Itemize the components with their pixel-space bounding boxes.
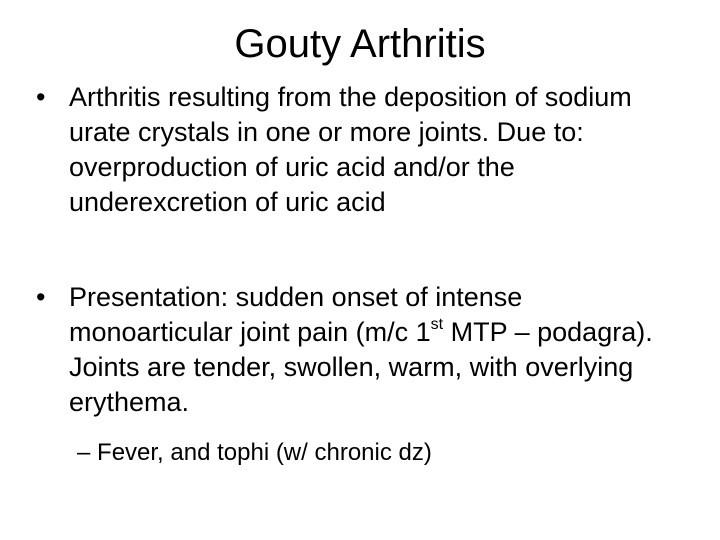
ordinal-superscript: st xyxy=(430,316,444,333)
bullet-text-part: Presentation: sudden onset of intense monoarticular joint pain (m/c 1 xyxy=(69,282,523,347)
bullet-marker: • xyxy=(36,82,46,112)
sub-bullet-item xyxy=(77,438,677,468)
bullet-text: Arthritis resulting from the deposition of sodium urate crystals in one or more joints. Due to: overproduction of uric acid and/or the underexcretion of uric acid xyxy=(69,82,632,217)
sub-bullet-text: Fever, and tophi (w/ chronic dz) xyxy=(97,439,432,466)
sub-bullet-marker: – xyxy=(77,439,91,466)
bullet-item-presentation xyxy=(36,280,676,420)
bullet-item-definition xyxy=(36,80,676,220)
bullet-text-part: MTP – podagra). Joints are tender, swollen, warm, with overlying erythema. xyxy=(69,317,653,417)
slide-title: Gouty Arthritis xyxy=(234,22,486,66)
bullet-marker: • xyxy=(36,282,46,312)
bullet-text xyxy=(69,280,676,420)
